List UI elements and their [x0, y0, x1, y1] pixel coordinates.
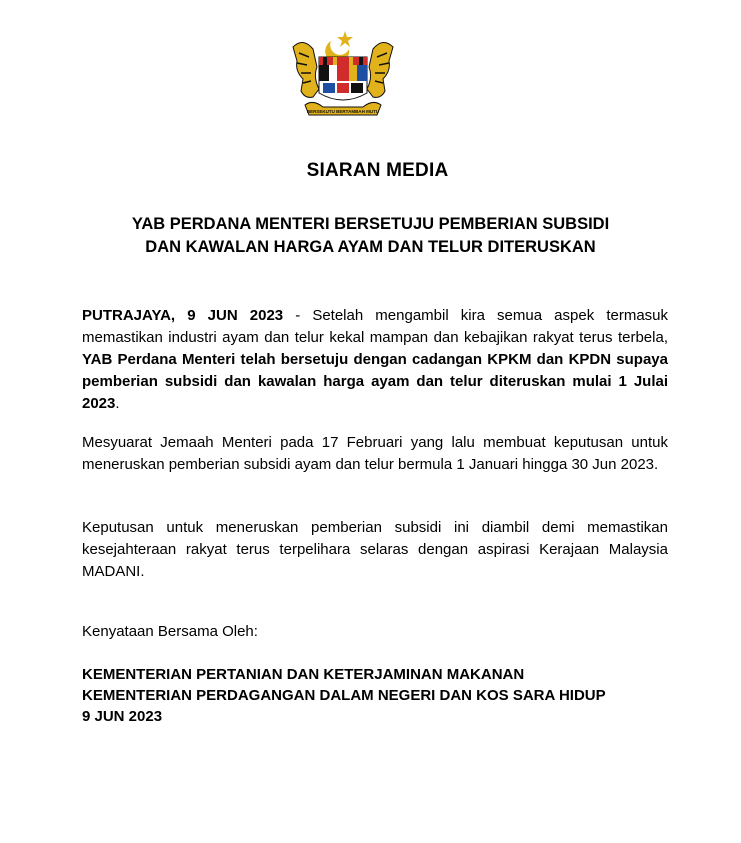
signoff-date: 9 JUN 2023 [82, 708, 163, 725]
paragraph-1-text-c: . [115, 395, 120, 412]
svg-text:BERSEKUTU BERTAMBAH MUTU: BERSEKUTU BERTAMBAH MUTU [306, 109, 380, 114]
document-headline [60, 213, 681, 259]
closing-line: Kenyataan Bersama Oleh: [82, 623, 258, 640]
paragraph-1 [82, 305, 668, 415]
paragraph-3: Keputusan untuk meneruskan pemberian subsidi ini diambil demi memastikan kesejahteraan rakyat terus terpelihara selaras dengan aspirasi Kerajaan Malaysia MADANI. [82, 519, 668, 580]
signoff-ministry-1: KEMENTERIAN PERTANIAN DAN KETERJAMINAN MAKANAN [82, 666, 525, 683]
paragraph-2: Mesyuarat Jemaah Menteri pada 17 Februari yang lalu membuat keputusan untuk meneruskan pemberian subsidi ayam dan telur bermula 1 Januari hingga 30 Jun 2023. [82, 434, 668, 473]
document-title: SIARAN MEDIA [306, 160, 449, 181]
paragraph-1-text-a: - Setelah mengambil kira semua aspek termasuk memastikan industri ayam dan telur kekal mampan dan kebajikan rakyat terus terbela, [82, 307, 668, 346]
paragraph-1-bold-text: YAB Perdana Menteri telah bersetuju dengan cadangan KPKM dan KPDN supaya pemberian subsidi dan kawalan harga ayam dan telur diteruskan mulai 1 Julai 2023 [82, 351, 668, 412]
headline-line-1: YAB PERDANA MENTERI BERSETUJU PEMBERIAN SUBSIDI [131, 215, 610, 233]
signoff-ministry-2: KEMENTERIAN PERDAGANGAN DALAM NEGERI DAN KOS SARA HIDUP [82, 687, 606, 704]
dateline: PUTRAJAYA, 9 JUN 2023 [82, 307, 284, 324]
signoff-block [82, 664, 606, 727]
headline-line-2: DAN KAWALAN HARGA AYAM DAN TELUR DITERUSKAN [145, 238, 596, 256]
malaysia-coat-of-arms-icon [283, 27, 403, 123]
